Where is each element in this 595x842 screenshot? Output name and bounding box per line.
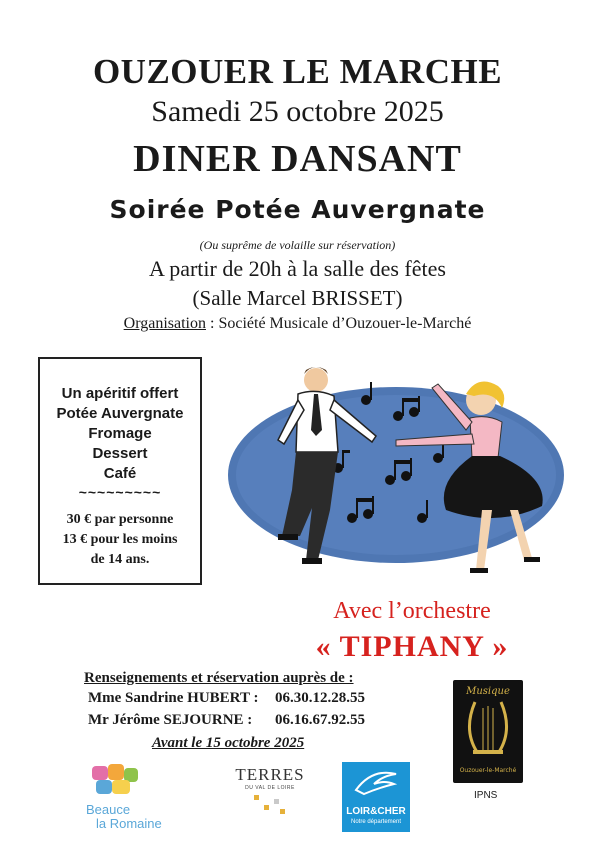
menu-item: Café bbox=[103, 465, 137, 482]
contact-name: Mr Jérôme SEJOURNE : bbox=[88, 712, 253, 728]
dancers-illustration bbox=[226, 360, 566, 590]
beauce-la-romaine-logo bbox=[86, 762, 186, 832]
reservation-deadline: Avant le 15 octobre 2025 bbox=[152, 735, 305, 751]
terres-logo-text: TERRES bbox=[235, 765, 305, 784]
menu-item: Fromage bbox=[88, 425, 152, 442]
theme-note: (Ou suprême de volaille sur réservation) bbox=[199, 238, 396, 252]
price-adult: 30 € par personne bbox=[66, 512, 174, 527]
contact-name: Mme Sandrine HUBERT : bbox=[88, 690, 259, 706]
organisation-label: Organisation bbox=[123, 315, 206, 332]
loir-logo-subtext: Notre département bbox=[350, 819, 402, 825]
loir-logo-text: LOIR&CHER bbox=[346, 806, 406, 817]
contact-phone: 06.16.67.92.55 bbox=[275, 712, 365, 728]
town-title: OUZOUER LE MARCHE bbox=[92, 52, 503, 91]
musique-logo-caption: Ouzouer-le-Marché bbox=[459, 767, 517, 774]
beauce-logo-text: Beauce bbox=[86, 802, 131, 817]
event-venue: (Salle Marcel BRISSET) bbox=[192, 286, 403, 310]
event-title: DINER DANSANT bbox=[133, 138, 462, 180]
terres-du-val-de-loire-logo bbox=[230, 765, 310, 827]
lyre-icon bbox=[453, 680, 523, 783]
loir-et-cher-logo bbox=[342, 762, 410, 832]
ipns-mention: IPNS bbox=[474, 790, 498, 801]
beauce-logo-subtext: la Romaine bbox=[96, 816, 162, 831]
event-theme: Soirée Potée Auvergnate bbox=[109, 195, 486, 224]
menu-separator: ~~~~~~~~~ bbox=[78, 484, 162, 500]
terres-logo-subtext: DU VAL DE LOIRE bbox=[245, 785, 295, 791]
orchestra-name: « TIPHANY » bbox=[315, 630, 509, 663]
beauce-puzzle-icon bbox=[86, 762, 146, 798]
price-child: 13 € pour les moins bbox=[62, 532, 178, 547]
price-child-age: de 14 ans. bbox=[90, 552, 150, 567]
event-date: Samedi 25 octobre 2025 bbox=[151, 95, 444, 128]
loir-bird-icon bbox=[342, 762, 410, 802]
menu-item: Dessert bbox=[92, 445, 148, 462]
musique-logo-title: Musique bbox=[466, 686, 510, 697]
contact-title: Renseignements et réservation auprès de : bbox=[84, 670, 354, 686]
orchestra-intro: Avec l’orchestre bbox=[333, 598, 491, 624]
musique-logo bbox=[453, 680, 523, 783]
menu-box bbox=[38, 357, 202, 585]
terres-squares-icon bbox=[250, 791, 290, 817]
menu-item: Un apéritif offert bbox=[61, 385, 179, 402]
organisation-line bbox=[0, 315, 595, 333]
event-time: A partir de 20h à la salle des fêtes bbox=[149, 256, 446, 281]
organisation-text: : Société Musicale d’Ouzouer-le-Marché bbox=[206, 315, 472, 332]
menu-item: Potée Auvergnate bbox=[56, 405, 184, 422]
contact-phone: 06.30.12.28.55 bbox=[275, 690, 365, 706]
